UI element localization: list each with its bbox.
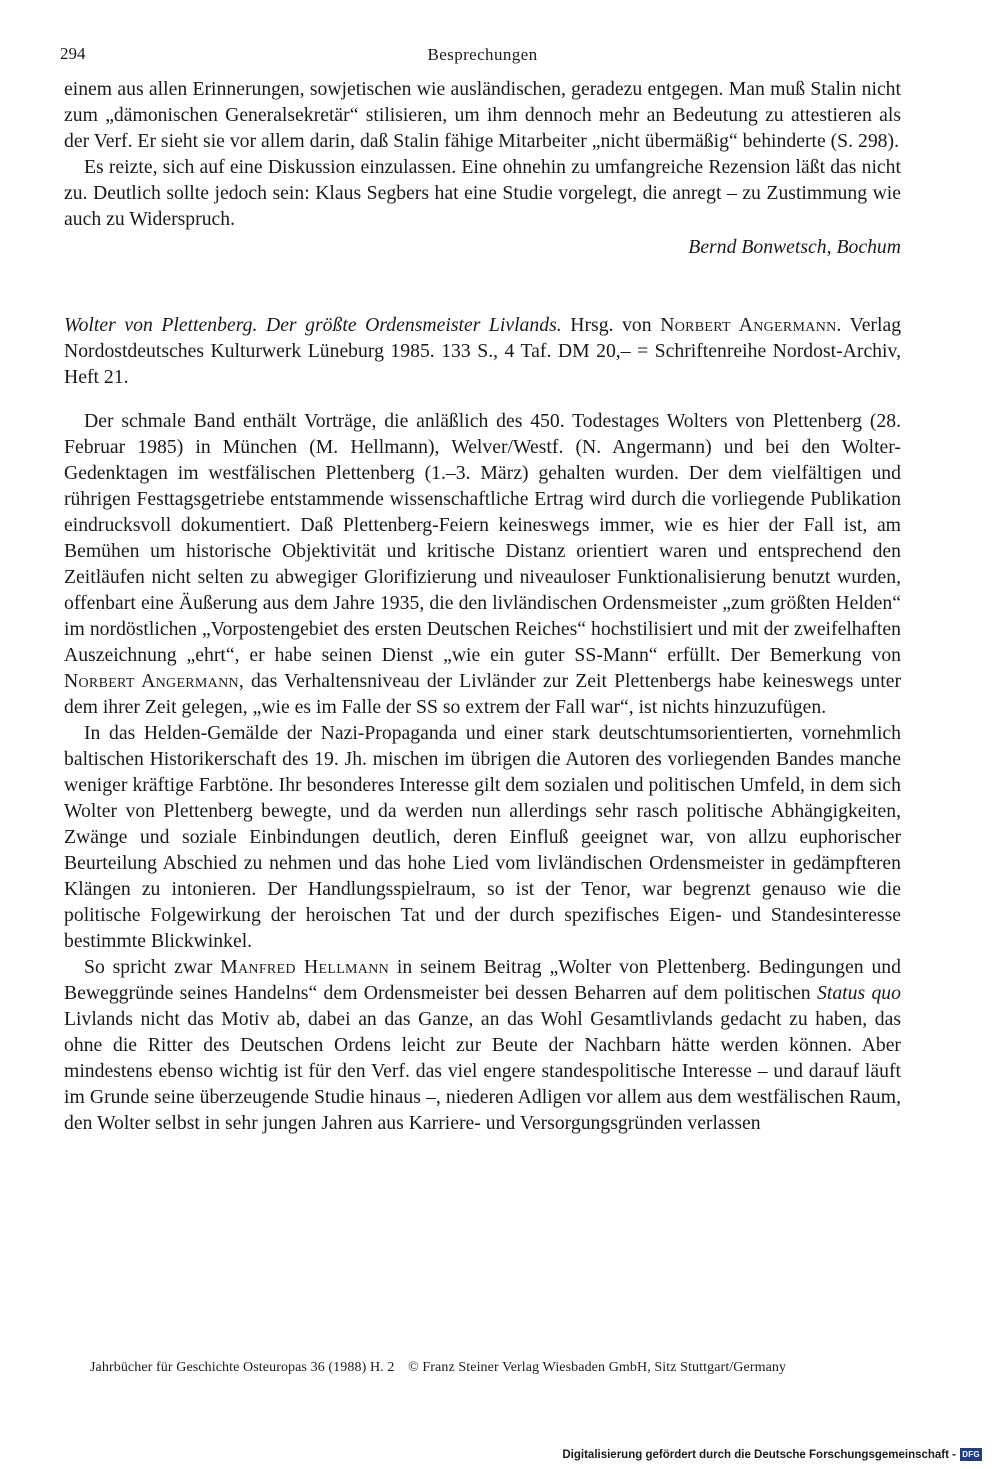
review2-paragraph-1-text: Der schmale Band enthält Vorträge, die anläßlich des 450. Todestages Wolters von Plettenberg (28. Februar 1985) in München (M. Hellmann), Welver/Westf. (N. Angermann) und bei den Wolter-Gedenktagen im westfälischen Plettenberg (1.–3. März) gehalten wurden. Der dem vielfältigen und rührigen Festtagsgetriebe entstammende wissenschaftliche Ertrag wird durch die vorliegende Publikation eindrucksvoll dokumentiert. Daß Plettenberg-Feiern keineswegs immer, wie es hier der Fall ist, am Bemühen um historische Objektivität und kritische Distanz orientiert waren und entsprechend den Zeitläufen nicht selten zu abwegiger Glorifizierung und niveauloser Funktionalisierung benutzt wurden, offenbart eine Äußerung aus dem Jahre 1935, die den livländischen Ordensmeister „zum größten Helden“ im nordöstlichen „Vorpostengebiet des ersten Deutschen Reiches“ hochstilisiert und mit der zweifelhaften Auszeichnung „ehrt“, er habe seinen Dienst „wie ein guter SS-Mann“ erfüllt. Der Bemerkung von <box>64 410 901 666</box>
footer-imprint <box>90 1360 796 1376</box>
review1-paragraph-1: einem aus allen Erinnerungen, sowjetischen wie ausländischen, geradezu entgegen. Man muß Stalin nicht zum „dämonischen Generalsekretär“ stilisieren, um ihm dennoch mehr an Bedeutung zu attestieren als der Verf. Er sieht sie vor allem darin, daß Stalin fähige Mitarbeiter „nicht übermäßig“ behinderte (S. 298). <box>64 78 901 152</box>
review2-paragraph-2: In das Helden-Gemälde der Nazi-Propaganda und einer stark deutschtumsorientierten, vornehmlich baltischen Historikerschaft des 19. Jh. mischen im übrigen die Autoren des vorliegenden Bandes manche weniger kräftige Farbtöne. Ihr besonderes Interesse gilt dem sozialen und politischen Umfeld, in dem sich Wolter von Plettenberg bewegte, und da werden nun allerdings sehr rasch politische Abhängigkeiten, Zwänge und soziale Einbindungen deutlich, deren Einfluß geeignet war, von allzu euphorischer Beurteilung Abschied zu nehmen und das hohe Lied vom livländischen Ordensmeister in gedämpfteren Klängen zu intonieren. Der Handlungsspielraum, so ist der Tenor, war begrenzt genauso wie die politische Folgewirkung der heroischen Tat und der durch spezifisches Eigen- und Standesinteresse bestimmte Blickwinkel. <box>64 722 901 952</box>
review2-paragraph-1-end: , das Verhaltensniveau der Livländer zur Zeit Plettenbergs habe keineswegs unter dem ihrer Zeit gelegen, „wie es im Falle der SS so extrem der Fall war“, ist nichts hinzuzufügen. <box>64 670 901 718</box>
running-title: Besprechungen <box>427 45 538 64</box>
reviewer-signature: Bernd Bonwetsch, Bochum <box>688 236 901 258</box>
page-number: 294 <box>60 44 86 63</box>
dfg-logo-icon: DFG <box>960 1448 982 1461</box>
author-name: Norbert Angermann <box>64 670 239 692</box>
editor-prefix: Hrsg. von <box>570 314 652 336</box>
copyright-notice: © Franz Steiner Verlag Wiesbaden GmbH, Sitz Stuttgart/Germany <box>408 1360 787 1375</box>
review2-paragraph-3-end: Livlands nicht das Motiv ab, dabei an das Ganze, an das Wohl Gesamtlivlands gedacht zu haben, das ohne die Ritter des Deutschen Ordens leicht zur Beute der Nachbarn hätte werden können. Aber mindestens ebenso wichtig ist für den Verf. das viel engere standespolitische Interesse – und darauf läuft im Grunde seine überzeugende Studie hinaus –, niederen Adligen vor allem aus dem westfälischen Raum, den Wolter selbst in sehr jungen Jahren aus Karriere- und Versorgungsgründen verlassen <box>64 1008 901 1134</box>
author-name: Manfred Hellmann <box>220 956 390 978</box>
journal-citation: Jahrbücher für Geschichte Osteuropas 36 (1988) H. 2 <box>90 1360 395 1375</box>
review2-paragraph-3-mid: in seinem Beitrag „Wolter von Plettenberg. Bedingungen und Beweggründe seines Handelns“ dem Ordensmeister bei dessen Beharren auf dem politischen <box>64 956 901 1004</box>
review2-paragraph-1 <box>64 408 901 720</box>
publication-details: . Verlag Nordostdeutsches Kulturwerk Lüneburg 1985. 133 S., 4 Taf. DM 20,– = Schriftenreihe Nordost-Archiv, Heft 21. <box>64 314 902 388</box>
book-title: Wolter von Plettenberg. Der größte Ordensmeister Livlands. <box>64 314 562 336</box>
editor-name: Norbert Angermann <box>660 314 837 336</box>
digitization-credit <box>562 1448 982 1461</box>
book-citation <box>64 312 901 390</box>
italic-term: Status quo <box>817 982 901 1004</box>
review2-paragraph-3 <box>64 954 901 1136</box>
review1-paragraph-2: Es reizte, sich auf eine Diskussion einzulassen. Eine ohnehin zu umfangreiche Rezension läßt das nicht zu. Deutlich sollte jedoch sein: Klaus Segbers hat eine Studie vorgelegt, die anregt – zu Zustimmung wie auch zu Widerspruch. <box>64 156 901 230</box>
page-body <box>60 44 902 1136</box>
digitization-note: Digitalisierung gefördert durch die Deutsche Forschungsgemeinschaft - <box>562 1448 956 1461</box>
running-head <box>60 44 901 76</box>
review2-paragraph-3-start: So spricht zwar <box>84 956 213 978</box>
